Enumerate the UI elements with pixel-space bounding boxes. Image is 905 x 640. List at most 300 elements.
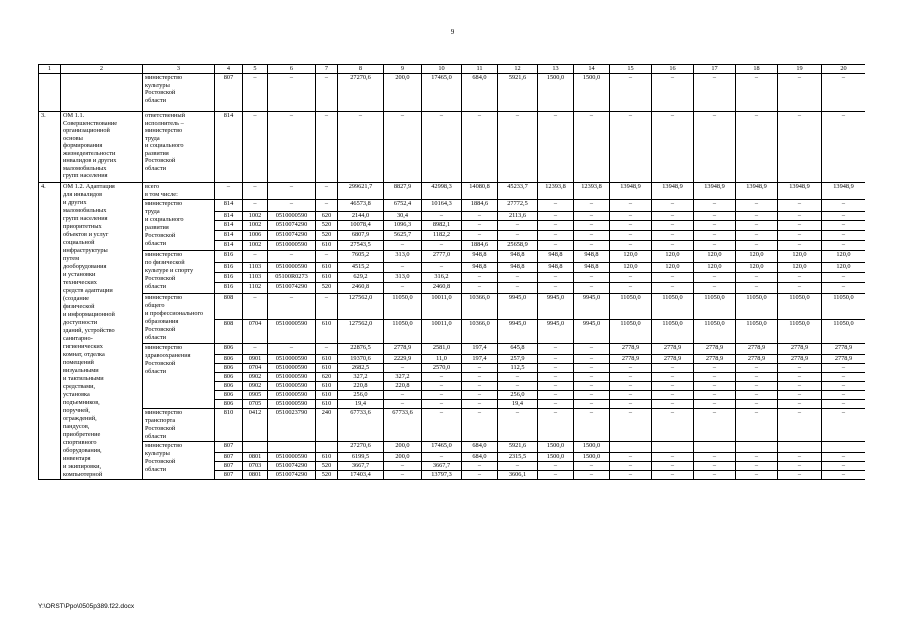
table-cell: – <box>243 183 268 200</box>
table-cell: 127562,0 <box>338 319 384 344</box>
table-cell: 814 <box>215 240 243 250</box>
table-cell: – <box>652 391 694 400</box>
table-cell: 808 <box>215 319 243 344</box>
table-cell: – <box>243 250 268 262</box>
table-cell: 610 <box>316 355 338 364</box>
table-cell: 0510000590 <box>268 373 316 382</box>
table-cell: – <box>538 283 574 293</box>
table-cell: – <box>822 273 866 283</box>
table-cell: 0510000590 <box>268 382 316 391</box>
table-cell: 3667,7 <box>338 462 384 471</box>
table-row <box>39 409 866 442</box>
table-cell: – <box>694 283 736 293</box>
table-cell: – <box>462 364 498 373</box>
table-cell: 10011,0 <box>422 293 462 319</box>
table-cell: 9945,0 <box>574 319 610 344</box>
table-cell: 610 <box>316 364 338 373</box>
table-cell: 10011,0 <box>422 319 462 344</box>
table-cell: – <box>316 293 338 319</box>
table-cell: – <box>652 221 694 231</box>
table-cell: 816 <box>215 273 243 283</box>
budget-allocation-table <box>38 64 865 480</box>
column-number: 11 <box>462 65 498 74</box>
table-cell: 807 <box>215 74 243 112</box>
table-cell: 256,0 <box>338 391 384 400</box>
table-cell: – <box>498 273 538 283</box>
table-cell: 948,8 <box>574 250 610 262</box>
table-cell: – <box>462 273 498 283</box>
table-cell: – <box>384 262 422 272</box>
table-cell: – <box>316 250 338 262</box>
table-cell: – <box>694 391 736 400</box>
table-cell: 814 <box>215 112 243 183</box>
table-cell: 948,8 <box>538 262 574 272</box>
table-cell: 610 <box>316 319 338 344</box>
table-cell: 8982,1 <box>422 221 462 231</box>
table-cell: 0801 <box>243 471 268 480</box>
table-cell: 220,8 <box>338 382 384 391</box>
table-cell: – <box>574 240 610 250</box>
table-row <box>39 250 866 262</box>
table-cell: – <box>652 240 694 250</box>
table-cell: 27543,5 <box>338 240 384 250</box>
table-cell: – <box>736 400 778 409</box>
table-cell: 0510000590 <box>268 400 316 409</box>
column-number: 5 <box>243 65 268 74</box>
table-cell: 1500,0 <box>574 453 610 462</box>
table-cell: – <box>652 231 694 241</box>
table-cell: 4515,2 <box>338 262 384 272</box>
table-cell: – <box>462 382 498 391</box>
table-cell: 1006 <box>243 231 268 241</box>
table-cell: – <box>822 409 866 442</box>
table-cell: – <box>822 471 866 480</box>
table-cell: 808 <box>215 293 243 319</box>
table-cell: 9945,0 <box>498 319 538 344</box>
table-cell: – <box>538 471 574 480</box>
table-cell: – <box>422 382 462 391</box>
table-cell: – <box>822 112 866 183</box>
table-cell: – <box>538 231 574 241</box>
table-cell: 0510074290 <box>268 462 316 471</box>
table-cell: – <box>778 373 822 382</box>
column-number: 20 <box>822 65 866 74</box>
table-cell: – <box>498 283 538 293</box>
table-cell: – <box>610 373 652 382</box>
table-cell: – <box>610 462 652 471</box>
table-cell: – <box>822 382 866 391</box>
table-cell: 948,8 <box>462 262 498 272</box>
column-number: 17 <box>694 65 736 74</box>
table-cell: 11050,0 <box>384 319 422 344</box>
table-cell: – <box>694 74 736 112</box>
table-cell <box>822 442 866 453</box>
table-cell: – <box>316 344 338 355</box>
table-cell: 806 <box>215 373 243 382</box>
column-number: 8 <box>338 65 384 74</box>
table-cell: 1103 <box>243 262 268 272</box>
table-cell: – <box>778 221 822 231</box>
measure-name-cell <box>61 74 143 112</box>
table-cell: 200,0 <box>384 453 422 462</box>
table-cell: – <box>694 112 736 183</box>
table-cell: 816 <box>215 250 243 262</box>
table-cell: – <box>574 391 610 400</box>
table-cell: – <box>778 74 822 112</box>
table-cell: – <box>538 400 574 409</box>
table-cell: 2581,0 <box>422 344 462 355</box>
table-cell: 7605,2 <box>338 250 384 262</box>
table-cell: 2778,9 <box>822 355 866 364</box>
table-cell: – <box>736 462 778 471</box>
table-cell: 19,4 <box>498 400 538 409</box>
table-cell: – <box>694 409 736 442</box>
table-cell: – <box>652 211 694 221</box>
table-cell: 22876,5 <box>338 344 384 355</box>
table-cell: 2778,9 <box>694 355 736 364</box>
table-cell: – <box>694 240 736 250</box>
table-cell: – <box>822 373 866 382</box>
table-cell: – <box>462 400 498 409</box>
table-row <box>39 74 866 112</box>
table-cell: 120,0 <box>652 250 694 262</box>
table-cell: – <box>694 273 736 283</box>
table-cell: – <box>384 112 422 183</box>
table-cell: 240 <box>316 409 338 442</box>
table-cell: 0510000590 <box>268 319 316 344</box>
table-cell: – <box>822 283 866 293</box>
table-cell: 948,8 <box>462 250 498 262</box>
table-cell: 13948,9 <box>822 183 866 200</box>
table-cell: – <box>610 200 652 212</box>
table-cell: 19370,6 <box>338 355 384 364</box>
table-cell: 0510000590 <box>268 355 316 364</box>
table-cell: 5921,6 <box>498 74 538 112</box>
page-number: 9 <box>450 28 455 36</box>
table-cell: 17465,0 <box>422 442 462 453</box>
table-cell: 0510000590 <box>268 453 316 462</box>
table-cell: – <box>384 364 422 373</box>
table-cell: 2113,6 <box>498 211 538 221</box>
table-cell: 256,0 <box>498 391 538 400</box>
table-row <box>39 200 866 212</box>
table-cell: 1002 <box>243 221 268 231</box>
executor-cell: министерство по физической культуре и спорту Ростовской области <box>143 250 215 293</box>
table-cell: – <box>736 112 778 183</box>
table-cell: – <box>652 283 694 293</box>
table-cell: – <box>694 200 736 212</box>
table-row <box>39 293 866 319</box>
table-cell: – <box>574 364 610 373</box>
table-cell: 257,9 <box>498 355 538 364</box>
executor-cell: министерство транспорта Ростовской области <box>143 409 215 442</box>
table-cell: 25658,9 <box>498 240 538 250</box>
table-cell: – <box>422 409 462 442</box>
table-cell: 13797,3 <box>422 471 462 480</box>
table-cell: – <box>736 273 778 283</box>
table-cell: – <box>694 364 736 373</box>
table-cell: – <box>778 112 822 183</box>
table-cell: – <box>574 231 610 241</box>
table-row <box>39 112 866 183</box>
table-cell: – <box>462 462 498 471</box>
table-cell: 610 <box>316 453 338 462</box>
table-cell <box>778 442 822 453</box>
table-cell: 948,8 <box>574 262 610 272</box>
table-cell: 1500,0 <box>574 442 610 453</box>
measure-name-cell: ОМ 1.2. Адаптация для инвалидов и других маломобильных групп населения приоритетных объектов и услуг социальной инфраструктуры путем дооборудования и установки технических средств адаптации (создание физической и информационной доступности зданий, устройство санитарно- гигиенических комнат, отделка помещений визуальными и тактильными средствами, установка подъемников, поручней, ограждений, пандусов, приобретение спортивного оборудования, инвентаря и экипировки, компьютерной <box>61 183 143 480</box>
table-cell: 5921,6 <box>498 442 538 453</box>
table-cell: 327,2 <box>384 373 422 382</box>
table-cell: – <box>652 382 694 391</box>
table-cell: 10366,0 <box>462 319 498 344</box>
table-cell: 0704 <box>243 319 268 344</box>
table-cell: 313,0 <box>384 250 422 262</box>
table-cell <box>694 442 736 453</box>
table-cell: 1002 <box>243 240 268 250</box>
table-cell: 620 <box>316 373 338 382</box>
table-cell: – <box>610 221 652 231</box>
table-cell: – <box>243 112 268 183</box>
table-cell: – <box>610 240 652 250</box>
table-row <box>39 344 866 355</box>
table-cell: – <box>574 200 610 212</box>
table-cell: – <box>736 283 778 293</box>
table-cell: – <box>652 200 694 212</box>
table-cell: – <box>538 240 574 250</box>
table-cell: 327,2 <box>338 373 384 382</box>
column-number: 2 <box>61 65 143 74</box>
table-cell: 46573,8 <box>338 200 384 212</box>
table-cell: – <box>574 211 610 221</box>
table-cell: 1103 <box>243 273 268 283</box>
table-cell: – <box>498 409 538 442</box>
table-cell: – <box>462 471 498 480</box>
table-cell: – <box>422 373 462 382</box>
table-cell: 2777,0 <box>422 250 462 262</box>
table-cell: 610 <box>316 273 338 283</box>
table-cell: 313,0 <box>384 273 422 283</box>
table-cell: – <box>822 462 866 471</box>
table-cell: – <box>610 74 652 112</box>
table-cell: – <box>736 74 778 112</box>
table-cell: – <box>736 471 778 480</box>
table-cell: 807 <box>215 442 243 453</box>
table-cell: – <box>462 211 498 221</box>
table-cell: 806 <box>215 344 243 355</box>
table-cell: – <box>316 112 338 183</box>
table-cell: 13948,9 <box>778 183 822 200</box>
table-cell: – <box>316 74 338 112</box>
table-cell: – <box>462 231 498 241</box>
table-cell: 684,0 <box>462 453 498 462</box>
executor-cell: ответственный исполнитель – министерство труда и социального развития Ростовской области <box>143 112 215 183</box>
table-cell: – <box>422 211 462 221</box>
table-cell: 0510023790 <box>268 409 316 442</box>
table-cell: 11050,0 <box>652 293 694 319</box>
table-cell: 316,2 <box>422 273 462 283</box>
table-cell: 2682,5 <box>338 364 384 373</box>
column-number: 9 <box>384 65 422 74</box>
table-cell: 120,0 <box>652 262 694 272</box>
column-number: 1 <box>39 65 61 74</box>
table-cell: 5625,7 <box>384 231 422 241</box>
table-cell: – <box>652 112 694 183</box>
table-cell: 17465,0 <box>422 74 462 112</box>
column-number: 18 <box>736 65 778 74</box>
column-number: 14 <box>574 65 610 74</box>
table-cell: – <box>384 462 422 471</box>
table-cell: – <box>574 462 610 471</box>
table-cell: 11050,0 <box>694 293 736 319</box>
table-cell: 120,0 <box>822 250 866 262</box>
table-cell: – <box>610 400 652 409</box>
table-cell: 620 <box>316 211 338 221</box>
table-cell: – <box>384 240 422 250</box>
table-cell: – <box>694 400 736 409</box>
table-cell: 0510000590 <box>268 391 316 400</box>
table-cell: 12393,8 <box>538 183 574 200</box>
table-cell: 2570,0 <box>422 364 462 373</box>
column-number: 3 <box>143 65 215 74</box>
table-cell: – <box>736 382 778 391</box>
table-cell: 520 <box>316 471 338 480</box>
column-number: 19 <box>778 65 822 74</box>
table-cell: – <box>538 112 574 183</box>
table-cell: 816 <box>215 262 243 272</box>
column-number: 12 <box>498 65 538 74</box>
table-cell: – <box>316 183 338 200</box>
table-cell: 45233,7 <box>498 183 538 200</box>
table-cell: – <box>652 409 694 442</box>
table-cell: – <box>338 112 384 183</box>
table-cell: – <box>652 471 694 480</box>
table-cell: 814 <box>215 231 243 241</box>
table-cell: – <box>538 355 574 364</box>
table-cell: 9945,0 <box>574 293 610 319</box>
measure-name-cell: ОМ 1.1. Совершенствование организационной основы формирования жизнедеятельности инвалидов и других маломобильных групп населения <box>61 112 143 183</box>
table-cell: 0801 <box>243 453 268 462</box>
table-row <box>39 183 866 200</box>
table-cell: – <box>822 211 866 221</box>
table-cell: 0902 <box>243 373 268 382</box>
table-cell: 806 <box>215 364 243 373</box>
table-cell: 27772,5 <box>498 200 538 212</box>
table-cell: – <box>574 471 610 480</box>
table-cell: – <box>694 231 736 241</box>
table-cell: 2778,9 <box>736 344 778 355</box>
table-cell: – <box>462 391 498 400</box>
table-cell: – <box>822 231 866 241</box>
table-cell <box>610 442 652 453</box>
table-cell: – <box>822 240 866 250</box>
table-cell: – <box>822 221 866 231</box>
table-cell: – <box>574 283 610 293</box>
table-cell: 27270,6 <box>338 74 384 112</box>
table-cell: – <box>268 293 316 319</box>
table-cell: – <box>268 250 316 262</box>
table-cell: – <box>652 364 694 373</box>
table-cell: 807 <box>215 471 243 480</box>
table-cell: – <box>652 453 694 462</box>
table-cell: – <box>574 112 610 183</box>
table-cell: 0905 <box>243 391 268 400</box>
table-cell: 610 <box>316 240 338 250</box>
table-cell <box>652 442 694 453</box>
table-cell: 610 <box>316 382 338 391</box>
table-cell: 807 <box>215 462 243 471</box>
table-cell: – <box>316 200 338 212</box>
table-cell: – <box>736 391 778 400</box>
table-cell: 520 <box>316 462 338 471</box>
table-cell: 112,5 <box>498 364 538 373</box>
table-cell: 120,0 <box>736 262 778 272</box>
table-cell: – <box>538 373 574 382</box>
executor-cell: министерство здравоохранения Ростовской области <box>143 344 215 409</box>
table-cell: – <box>778 364 822 373</box>
table-cell: 0510074290 <box>268 231 316 241</box>
table-cell: 197,4 <box>462 355 498 364</box>
table-cell: – <box>822 200 866 212</box>
table-cell: – <box>462 283 498 293</box>
table-cell: – <box>538 344 574 355</box>
table-cell: – <box>384 283 422 293</box>
table-row <box>39 442 866 453</box>
table-cell: – <box>694 221 736 231</box>
table-cell: 610 <box>316 262 338 272</box>
table-cell: – <box>694 373 736 382</box>
table-cell: 610 <box>316 391 338 400</box>
table-cell: – <box>538 273 574 283</box>
table-cell: 0704 <box>243 364 268 373</box>
table-cell: 2315,5 <box>498 453 538 462</box>
executor-cell: всего в том числе: <box>143 183 215 200</box>
table-cell: 220,8 <box>384 382 422 391</box>
table-cell <box>736 442 778 453</box>
table-cell: 0901 <box>243 355 268 364</box>
table-cell: – <box>498 221 538 231</box>
executor-cell: министерство культуры Ростовской области <box>143 442 215 480</box>
table-cell: – <box>268 112 316 183</box>
table-cell: 610 <box>316 400 338 409</box>
table-cell <box>316 442 338 453</box>
table-cell: 2778,9 <box>778 355 822 364</box>
table-cell: 127562,0 <box>338 293 384 319</box>
table-cell: 520 <box>316 221 338 231</box>
table-cell: – <box>778 400 822 409</box>
table-cell <box>268 442 316 453</box>
table-cell: – <box>538 382 574 391</box>
table-cell: 814 <box>215 221 243 231</box>
table-cell: – <box>268 183 316 200</box>
table-cell: – <box>268 344 316 355</box>
table-cell: – <box>422 400 462 409</box>
table-cell: – <box>778 200 822 212</box>
table-cell: 520 <box>316 231 338 241</box>
table-cell: – <box>652 373 694 382</box>
table-cell: 2778,9 <box>736 355 778 364</box>
table-cell: 1002 <box>243 211 268 221</box>
table-cell: 9945,0 <box>498 293 538 319</box>
table-cell: – <box>498 462 538 471</box>
table-cell: 2229,9 <box>384 355 422 364</box>
table-cell: – <box>778 231 822 241</box>
table-cell: – <box>498 231 538 241</box>
table-cell: 2778,9 <box>822 344 866 355</box>
table-cell: – <box>610 409 652 442</box>
table-cell: – <box>574 382 610 391</box>
table-cell: – <box>268 200 316 212</box>
